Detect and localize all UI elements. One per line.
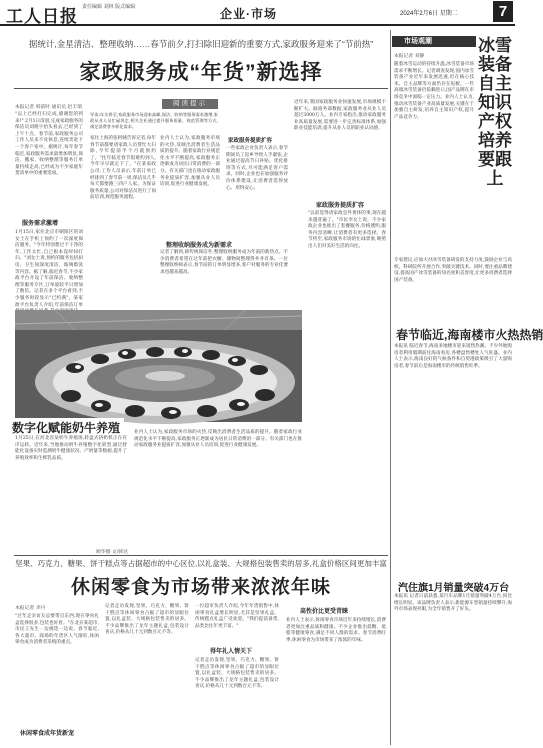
- bottom-story-col2-body: 记者走访发现,坚果、巧克力、糖果、饼干糕点等休闲零食占据了超市的显眼位置,以礼盒装、大规格包装售卖的居多。不少品牌推出了龙年主题礼盒,包装设计喜庆,价格从几十元到数百元不等。: [105, 604, 189, 636]
- box-story-body: 1月25日,在河北省某奶牛养殖场,转盘式挤奶机正在有序运转。近年来,当地推动奶牛养殖数字化转型,通过智能化设备实时监测奶牛健康状况、产奶量等数据,提升了养殖效率和生鲜乳品质。: [15, 436, 127, 461]
- top-story-col4-subhead: 家政服务提质扩容: [316, 203, 365, 209]
- bottom-story-col4-body: 业内人士表示,休闲零食市场近年来持续增长,消费者更加注重品质和健康。不少企业推出低糖、低脂等健康零食,满足不同人群的需求。春节消费旺季,休闲零食为市场带来了浓浓的年味。: [286, 618, 386, 643]
- sidebar-title: 冰雪装备自主知识产权培养要跟上: [478, 36, 512, 188]
- bottom-story-col3-body: 一位超市负责人介绍,今年年货销售中,休闲零食礼盒增长明显,尤其是坚果礼盒、传统糕点礼盒广受欢迎。"我们提前备货,品类比往年更丰富。": [195, 604, 279, 629]
- milking-carousel-illustration: [15, 310, 302, 422]
- top-story-summary: 导读:年关将至,家政服务市场迎来高峰,保洁、收纳等服务需求激增,家政从业人员忙碌奔走,相关企业通过提升服务质量、规范管理等方式,满足消费者多样化需求。: [90, 112, 218, 129]
- sidebar-banner-label: 市场观潮: [404, 38, 432, 45]
- bottom-story-col4-subhead: 高性价比更受青睐: [300, 609, 349, 615]
- sidebar-body4: 本报讯 记者日前获悉,某汽车品牌1月销量突破4万台,同比增长明显。该品牌负责人表示,新能源车型销量持续攀升,海外市场表现亮眼,为全年销售开了好头。: [394, 594, 512, 613]
- masthead-subtitle: 责任编辑 刘林 版式编辑: [82, 4, 136, 10]
- top-story-continued: 业内人士认为,家政服务市场的火热,反映出消费者生活品质的提升。随着家政行业规范化水平不断提高,家政服务正逐渐成为居民日常消费的一部分。有关部门也在推动家政服务业提质扩容,加强从业人员培训,促进行业健康发展。: [134, 430, 302, 449]
- top-story-col1-text: "以上已经打扫完成,感谢您的到来!" 2月1日清晨,完成家政服务的保洁员刘晓宇抬头看去,已经到了上午十点。春节前,家政服务公司工作人员来不及休息,连续奔赴下一个客户家中。据统计,每年春节临近,家政服务需求量增加明显,保洁、搬家、收纳整理等服务订单量持续走高,已经成为不少家庭年货清单中的重要选项。: [15, 112, 83, 177]
- bottom-story-divider: [14, 555, 388, 556]
- dairy-farm-photo: [15, 310, 302, 422]
- sidebar-body2: 专家建议,应加大对冰雪装备研发的支持力度,鼓励企业与高校、科研院所开展合作,突破关键技术。同时,要注重品牌建设,提高国产冰雪装备的知名度和美誉度,让更多消费者选择国产装备。: [394, 258, 512, 283]
- bottom-story-headline: 休闲零食为市场带来浓浓年味: [70, 577, 331, 598]
- top-story-col2-body: 家住上海的张阿姨告诉记者,每年春节前都要请家政人员帮忙大扫除,今年提前半个月就预约了。"往年临近春节很难约到人,今年早早就定下了。"在某家政公司,工作人员表示,年前订单已经排到了春节前一周,保洁员几乎每天都要跑三四户人家。为保证服务质量,公司对保洁员进行了岗前培训,规范服务流程。: [90, 136, 156, 201]
- sidebar-headline2: 春节临近,海南楼市火热热销: [396, 328, 543, 342]
- sidebar-body3: 本报讯 临近春节,海南多地楼市迎来销售热潮。不少外地购房者利用假期前往海南看房,各楼盘售楼处人气旺盛。业内人士表示,海南良好的气候条件和自贸港政策吸引了大量购房者,春节前后是海南楼市的传统销售旺季。: [394, 344, 512, 369]
- column-divider: [390, 30, 391, 745]
- photo-credit: 顾华摄 文/韩达: [96, 550, 128, 555]
- box-story-headline: 数字化赋能奶牛养殖: [8, 418, 124, 437]
- top-story-kicker: 据统计,金星清洁、整理收纳……春节前夕,打扫除旧迎新的重要方式,家政服务迎来了“节前热”: [28, 39, 374, 49]
- bottom-story-col1-subhead: 休闲零食成年货新宠: [20, 731, 75, 737]
- bottom-story-kicker: 坚果、巧克力、糖果、饼干糕点等占据超市的中心区位,以礼盒装、大规格包装售卖的居多,礼盒价格区间更加丰富: [15, 559, 387, 568]
- page-number: 7: [493, 1, 513, 22]
- top-story-headline: 家政服务成“年货”新选择: [79, 61, 323, 84]
- top-story-col4-body2: "以前觉得请家政是件奢侈的事,现在越来越普遍了。"市民李女士说。不少家政企业也推出了套餐服务,价格透明,服务内容清晰,让消费者有更多选择。春节将至,家政服务市场的忙碌景象,映照出人们对美好生活的向往。: [308, 211, 386, 249]
- column-tag: 阅读提示: [162, 99, 218, 109]
- sidebar-byline: 本报记者 刘静: [394, 54, 425, 59]
- top-story-col1-body: 1月15日,家住北京市朝阳区的刘女士在手机上预约了一次深度保洁服务。"今年特别想过个干净的年,工作太忙,自己根本没时间打扫。"刘女士说,预约的服务包括厨房、卫生间深度清洁、玻璃擦洗等内容。据了解,临近春节,不少家政平台开设了年前保洁、收纳整理等服务专区,订单量较平日增加了数倍。记者在多个平台看到,不少服务时段显示"已约满"。某家政平台负责人介绍,年前保洁订单: [15, 230, 83, 308]
- sidebar-body: 随着冰雪运动的持续升温,冰雪装备市场需求不断增长。记者调查发现,国内冰雪装备产业近年来发展迅速,但在核心技术、自主品牌等方面仍存在短板。一些高端冰雪装备仍依赖进口,国产品牌在市场竞争中面临一定压力。业内人士认为,推动冰雪装备产业高质量发展,关键在于加强自主研发,培养自主知识产权,提升产品竞争力。: [394, 62, 474, 120]
- bottom-story-col1-body: "过年走亲访友总要带点东西,现在零食礼盒选择很多,包装也好看。"在北京某超市,市民王先生一边挑选一边说。春节临近,各大超市、商场的年货区人气渐旺,休闲零食成为消费者采购的重点。: [15, 614, 99, 646]
- section-name: 企业·市场: [220, 7, 277, 21]
- top-story-col3-body2: 一些家政企业负责人表示,春节期间员工返乡导致人手紧张,企业通过提高节日补贴、优化排班等方式,尽可能满足客户需求。同时,企业也在加强服务评价体系建设,让消费者选得放心、用得安心。: [226, 146, 288, 191]
- headline-divider: [14, 88, 388, 89]
- top-story-col1-subhead: 服务需求激增: [22, 221, 59, 227]
- edition-date: 2024年2月6日 星期二: [400, 11, 458, 17]
- sidebar-headline3: 汽住旗1月销量突破4万台: [398, 583, 510, 594]
- bottom-story-byline: 本报记者 李丹: [15, 606, 46, 611]
- top-story-col4-body: 近年来,我国家政服务业快速发展,市场规模不断扩大。据商务部数据,家政服务业从业人员超过3000万人。业内专家指出,推动家政服务业高质量发展,需要进一步完善标准体系,加强职业技能培训,提升从业人员的职业认同感。: [294, 100, 386, 132]
- bottom-story-col3-body2: 记者走访发现,坚果、巧克力、糖果、饼干糕点等休闲零食占据了超市的显眼位置,以礼盒装、大规格包装售卖的居多。不少品牌推出了龙年主题礼盒,包装设计喜庆,价格从几十元到数百元不等。: [195, 658, 279, 690]
- top-story-byline: 本报记者 韩前时 通讯员 赵丰瑞: [15, 105, 82, 110]
- page-header: [0, 0, 515, 26]
- top-story-col2-subhead: 整理收纳服务成为新需求: [166, 243, 233, 249]
- top-story-col3-body: 业内人士认为,家政服务市场的火热,反映出消费者生活品质的提升。随着家政行业规范化水平不断提高,家政服务正逐渐成为居民日常消费的一部分。有关部门也在推动家政服务业提质扩容,加强从业人员培训,促进行业健康发展。: [160, 136, 220, 188]
- bottom-story-col3-subhead: 得年礼人情关下: [210, 649, 253, 655]
- masthead: 工人日报: [6, 7, 78, 27]
- top-story-col3-subhead: 家政服务提质扩容: [228, 138, 273, 144]
- top-story-col2-body2: 记者了解到,除传统保洁外,整理收纳服务成为年前的新热点。不少消费者希望在过年前把衣橱、储物间整理得井井有条。一位整理收纳师表示,春节前的订单明显增多,客户对服务的专业化要求也越来越高。: [160, 250, 288, 275]
